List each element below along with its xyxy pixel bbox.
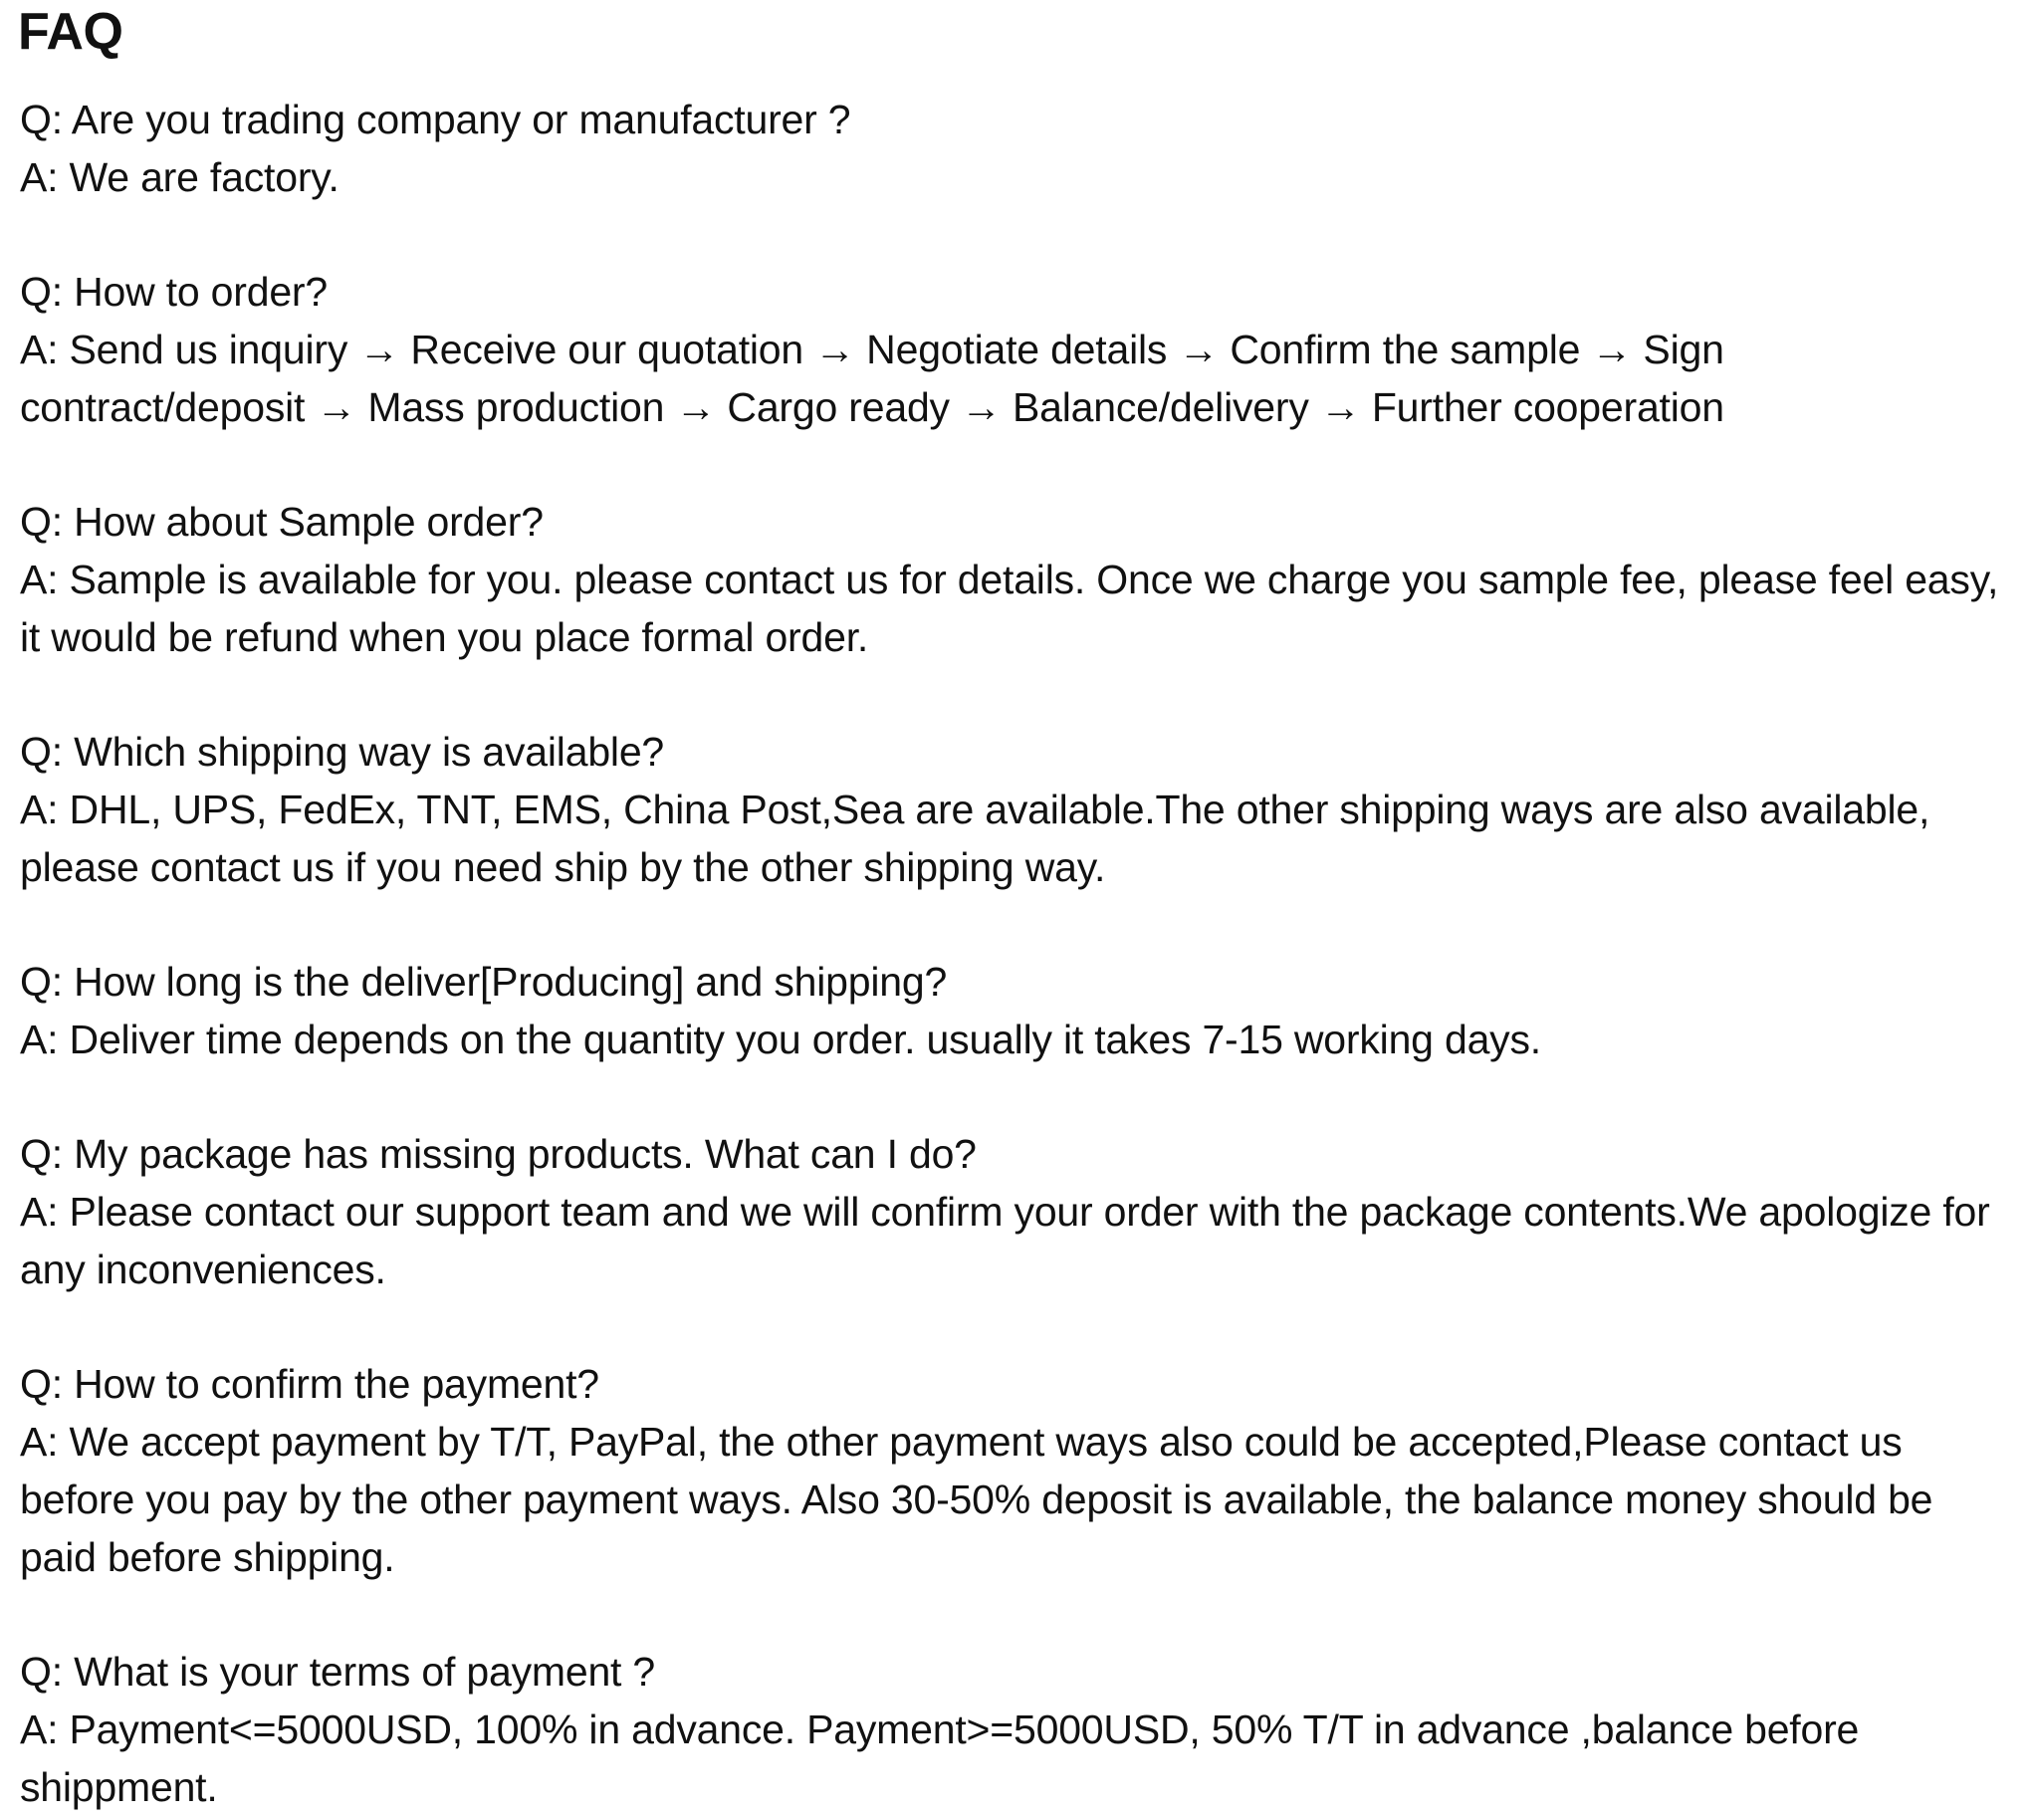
faq-question: Q: How to order? <box>20 269 328 315</box>
faq-answer: A: Send us inquiry → Receive our quotation → Negotiate details → Confirm the sample → Sign contract/deposit → Mass production → Cargo ready → Balance/delivery → Further cooperation <box>20 327 1735 430</box>
faq-item-4 <box>20 723 2011 896</box>
faq-answer: A: Sample is available for you. please contact us for details. Once we charge you sample fee, please feel easy, it would be refund when you place formal order. <box>20 557 2010 660</box>
faq-answer: A: Please contact our support team and we will confirm your order with the package contents.We apologize for any inconveniences. <box>20 1189 2001 1292</box>
faq-item-5 <box>20 953 2011 1068</box>
faq-answer: A: Deliver time depends on the quantity you order. usually it takes 7-15 working days. <box>20 1017 1541 1062</box>
faq-answer: A: We accept payment by T/T, PayPal, the other payment ways also could be accepted,Please contact us before you pay by the other payment ways. Also 30-50% deposit is available, the balance money should be paid before shipping. <box>20 1419 1944 1580</box>
faq-item-7 <box>20 1355 2011 1586</box>
faq-list <box>20 91 2011 1816</box>
faq-question: Q: Which shipping way is available? <box>20 729 665 775</box>
faq-item-2 <box>20 263 2011 436</box>
faq-question: Q: How about Sample order? <box>20 499 544 545</box>
faq-item-3 <box>20 493 2011 666</box>
faq-question: Q: How to confirm the payment? <box>20 1361 599 1407</box>
faq-item-8 <box>20 1643 2011 1816</box>
faq-answer: A: DHL, UPS, FedEx, TNT, EMS, China Post,Sea are available.The other shipping ways are also available, please contact us if you need ship by the other shipping way. <box>20 787 1941 890</box>
faq-item-6 <box>20 1125 2011 1298</box>
faq-item-1 <box>20 91 2011 206</box>
page-title: FAQ <box>18 3 123 61</box>
faq-answer: A: Payment<=5000USD, 100% in advance. Payment>=5000USD, 50% T/T in advance ,balance before shippment. <box>20 1706 1871 1810</box>
faq-question: Q: What is your terms of payment ? <box>20 1649 656 1695</box>
faq-question: Q: How long is the deliver[Producing] and shipping? <box>20 959 948 1005</box>
faq-answer: A: We are factory. <box>20 154 339 200</box>
faq-question: Q: My package has missing products. What can I do? <box>20 1131 977 1177</box>
faq-question: Q: Are you trading company or manufacturer ? <box>20 97 851 142</box>
